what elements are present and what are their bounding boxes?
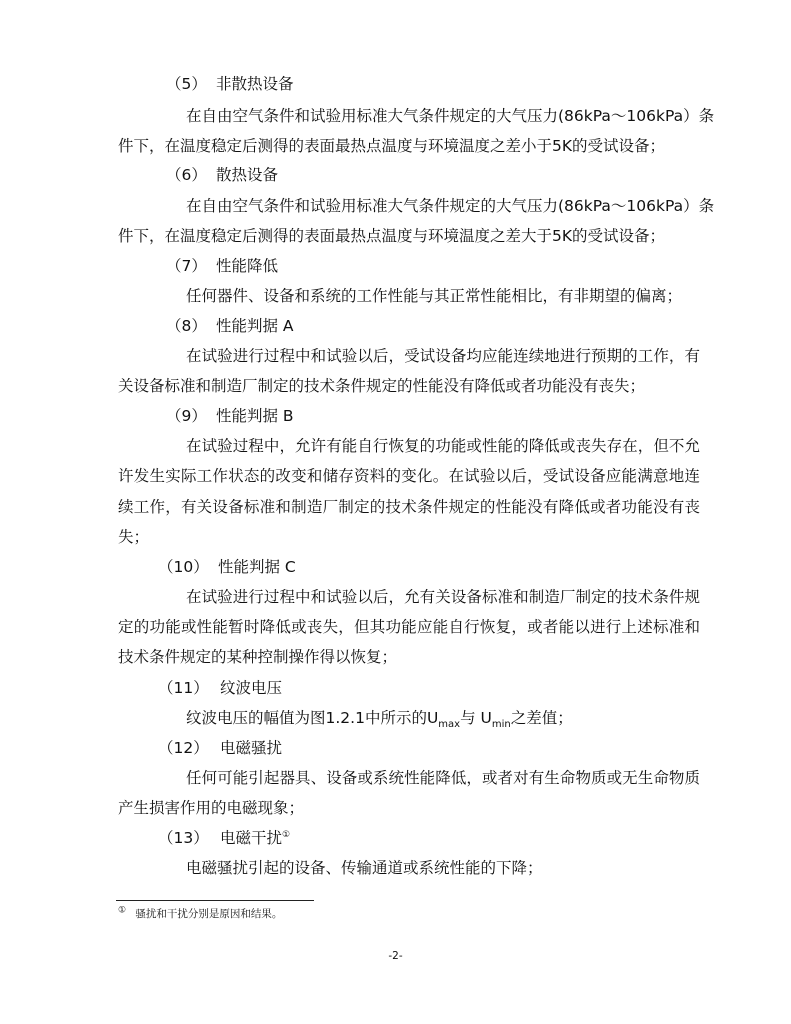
footnote-divider xyxy=(116,900,314,901)
item-5-title: 非散热设备 xyxy=(216,75,294,93)
item-9-line-2: 许发生实际工作状态的改变和储存资料的变化。在试验以后，受试设备应能满意地连 xyxy=(118,467,700,485)
item-10-line-3: 技术条件规定的某种控制操作得以恢复； xyxy=(118,648,398,666)
item-12-number: （12） xyxy=(158,739,209,757)
item-13-title: 电磁干扰① xyxy=(220,829,291,847)
item-12-title: 电磁骚扰 xyxy=(220,739,283,757)
item-13-number: （13） xyxy=(158,829,209,847)
item-5-line-2: 件下，在温度稳定后测得的表面最热点温度与环境温度之差小于5K的受试设备； xyxy=(118,137,666,155)
item-11-line-1: 纹波电压的幅值为图1.2.1中所示的$U_{max}$与 $U_{min}$之差值； xyxy=(186,709,573,731)
item-11-number: （11） xyxy=(158,679,209,697)
item-5-line-1: 在自由空气条件和试验用标准大气条件规定的大气压力(86kPa～106kPa）条 xyxy=(186,107,715,125)
item-11-title: 纹波电压 xyxy=(220,679,283,697)
item-8-title: 性能判据 A xyxy=(216,317,294,335)
footnote-mark: ① xyxy=(118,905,127,916)
item-8-line-2: 关设备标准和制造厂制定的技术条件规定的性能没有降低或者功能没有丧失； xyxy=(118,377,646,395)
item-12-line-1: 任何可能引起器具、设备或系统性能降低，或者对有生命物质或无生命物质 xyxy=(186,769,700,787)
item-9-line-4: 失； xyxy=(118,528,150,546)
footnote xyxy=(118,907,282,921)
item-7-title: 性能降低 xyxy=(216,257,279,275)
item-10-title: 性能判据 C xyxy=(218,558,296,576)
item-10-line-1: 在试验进行过程中和试验以后，允有关设备标准和制造厂制定的技术条件规 xyxy=(186,588,700,606)
item-6-line-2: 件下，在温度稳定后测得的表面最热点温度与环境温度之差大于5K的受试设备； xyxy=(118,227,666,245)
footnote-ref-mark: ① xyxy=(282,829,291,840)
item-6-title: 散热设备 xyxy=(216,166,279,184)
item-12-line-2: 产生损害作用的电磁现象； xyxy=(118,799,305,817)
item-9-title: 性能判据 B xyxy=(216,407,294,425)
item-8-number: （8） xyxy=(166,317,207,335)
footnote-text: 骚扰和干扰分别是原因和结果。 xyxy=(135,908,283,920)
item-9-number: （9） xyxy=(166,407,207,425)
item-10-line-2: 定的功能或性能暂时降低或丧失，但其功能应能自行恢复，或者能以进行上述标准和 xyxy=(118,618,700,636)
item-7-number: （7） xyxy=(166,257,207,275)
item-7-line-1: 任何器件、设备和系统的工作性能与其正常性能相比，有非期望的偏离； xyxy=(186,287,683,305)
item-9-line-1: 在试验过程中，允许有能自行恢复的功能或性能的降低或丧失存在，但不允 xyxy=(186,437,700,455)
item-8-line-1: 在试验进行过程中和试验以后，受试设备均应能连续地进行预期的工作，有 xyxy=(186,347,700,365)
item-13-line-1: 电磁骚扰引起的设备、传输通道或系统性能的下降； xyxy=(186,859,543,877)
item-5-number: （5） xyxy=(166,75,207,93)
page-number: -2- xyxy=(388,950,403,962)
item-6-number: （6） xyxy=(166,166,207,184)
item-6-line-1: 在自由空气条件和试验用标准大气条件规定的大气压力(86kPa～106kPa）条 xyxy=(186,197,715,215)
item-10-number: （10） xyxy=(158,558,209,576)
item-9-line-3: 续工作，有关设备标准和制造厂制定的技术条件规定的性能没有降低或者功能没有丧 xyxy=(118,498,700,516)
